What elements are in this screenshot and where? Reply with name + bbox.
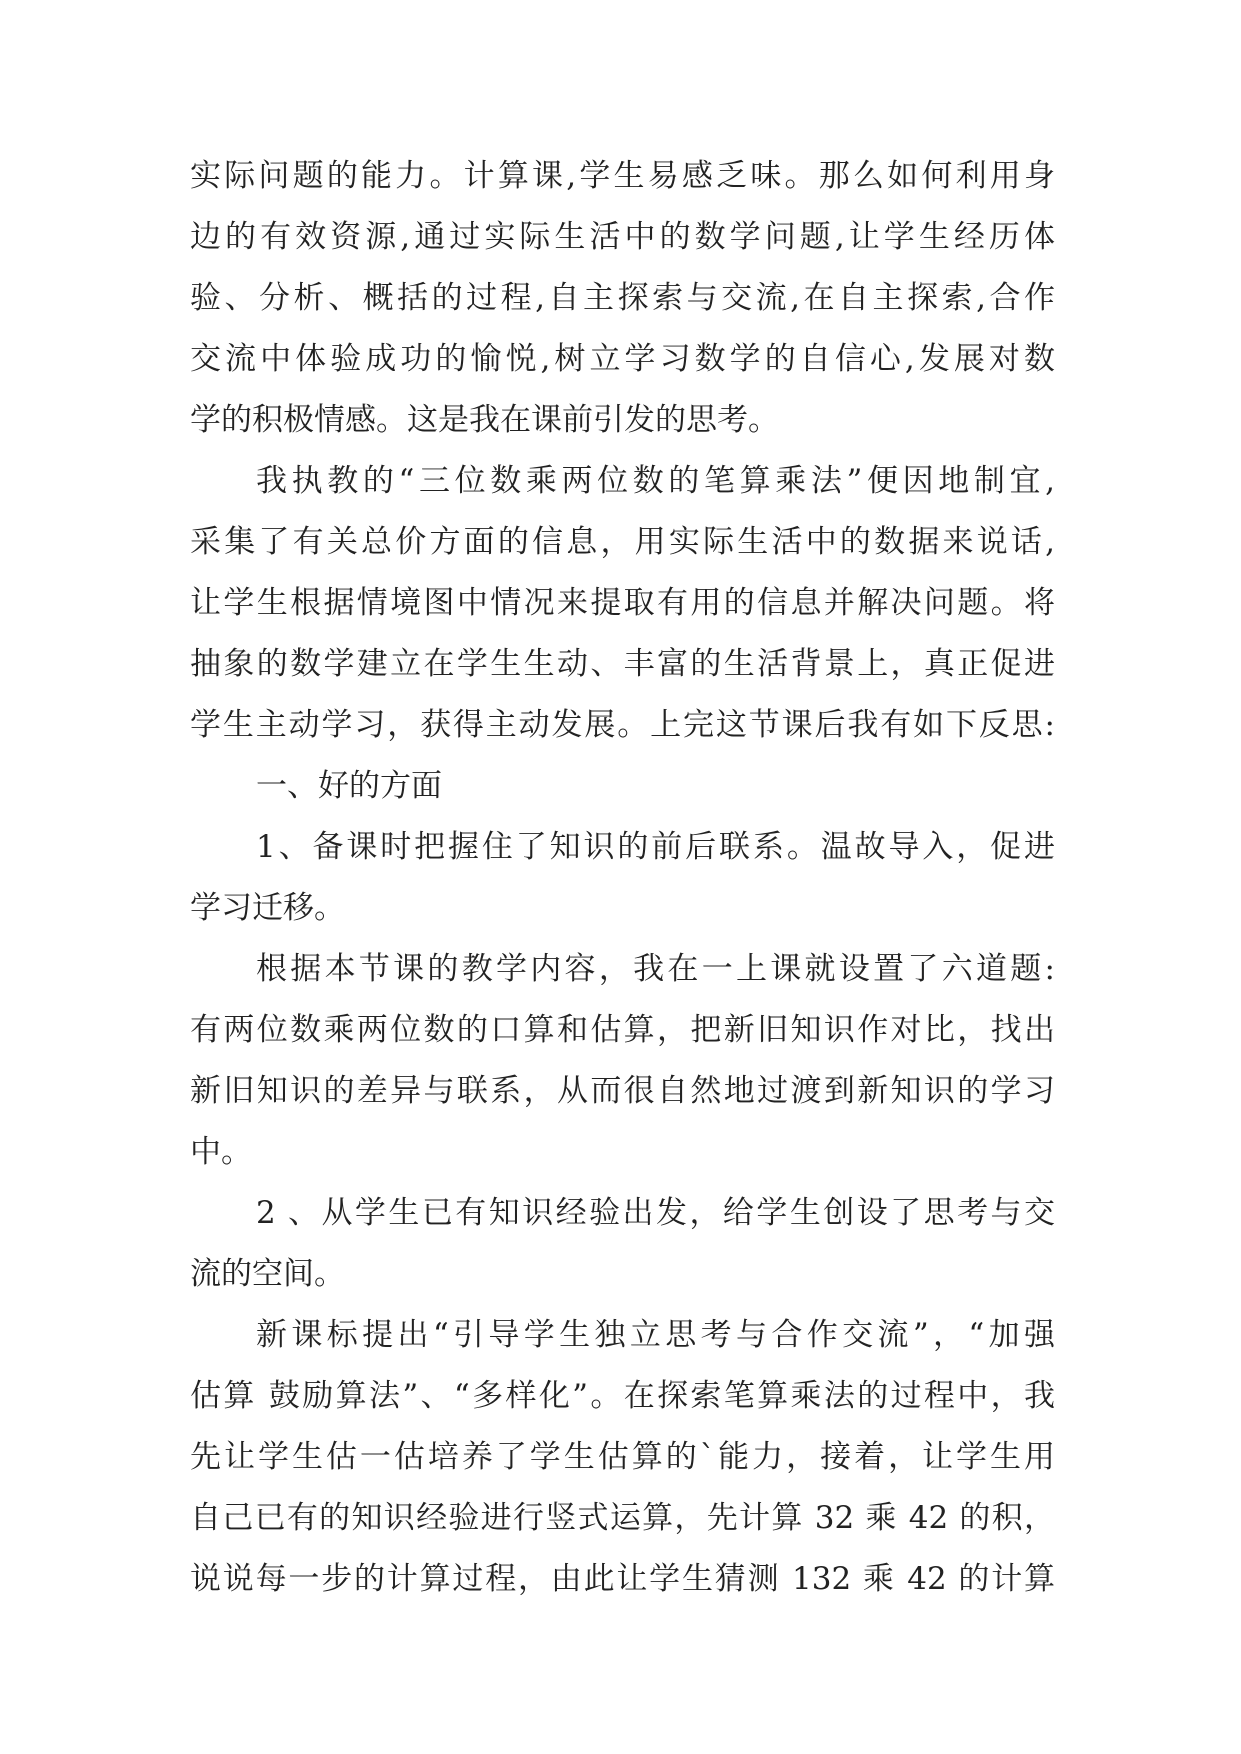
text-line: 采集了有关总价方面的信息，用实际生活中的数据来说话, (190, 524, 1055, 560)
text-line: 2 、从学生已有知识经验出发，给学生创设了思考与交 (256, 1195, 1055, 1231)
text-line: 验、分析、概括的过程,自主探索与交流,在自主探索,合作 (190, 280, 1055, 316)
text-line: 学习迁移。 (190, 890, 345, 926)
text-line: 学的积极情感。这是我在课前引发的思考。 (190, 402, 779, 438)
text-line: 抽象的数学建立在学生生动、丰富的生活背景上，真正促进 (190, 646, 1055, 682)
text-line: 先让学生估一估培养了学生估算的`能力，接着，让学生用 (190, 1439, 1055, 1475)
text-line: 有两位数乘两位数的口算和估算，把新旧知识作对比，找出 (190, 1012, 1055, 1048)
text-line: 新旧知识的差异与联系，从而很自然地过渡到新知识的学习 (190, 1073, 1055, 1109)
document-body (190, 146, 1055, 1610)
section-heading: 一、好的方面 (256, 768, 442, 804)
text-line: 交流中体验成功的愉悦,树立学习数学的自信心,发展对数 (190, 341, 1055, 377)
text-line: 新课标提出“引导学生独立思考与合作交流”，“加强 (256, 1317, 1055, 1353)
text-line: 让学生根据情境图中情况来提取有用的信息并解决问题。将 (190, 585, 1055, 621)
text-line: 流的空间。 (190, 1256, 345, 1292)
text-line: 实际问题的能力。计算课,学生易感乏味。那么如何利用身 (190, 158, 1055, 194)
text-line: 边的有效资源,通过实际生活中的数学问题,让学生经历体 (190, 219, 1055, 255)
text-line: 根据本节课的教学内容，我在一上课就设置了六道题: (256, 951, 1055, 987)
text-line: 中。 (190, 1134, 252, 1170)
text-line: 我执教的“三位数乘两位数的笔算乘法”便因地制宜, (256, 463, 1055, 499)
text-line: 自己已有的知识经验进行竖式运算，先计算 32 乘 42 的积， (190, 1500, 1055, 1536)
text-line: 1、备课时把握住了知识的前后联系。温故导入，促进 (256, 829, 1055, 865)
text-line: 说说每一步的计算过程，由此让学生猜测 132 乘 42 的计算 (190, 1561, 1055, 1597)
text-line: 学生主动学习，获得主动发展。上完这节课后我有如下反思: (190, 707, 1055, 743)
text-line: 估算 鼓励算法”、“多样化”。在探索笔算乘法的过程中，我 (190, 1378, 1055, 1414)
